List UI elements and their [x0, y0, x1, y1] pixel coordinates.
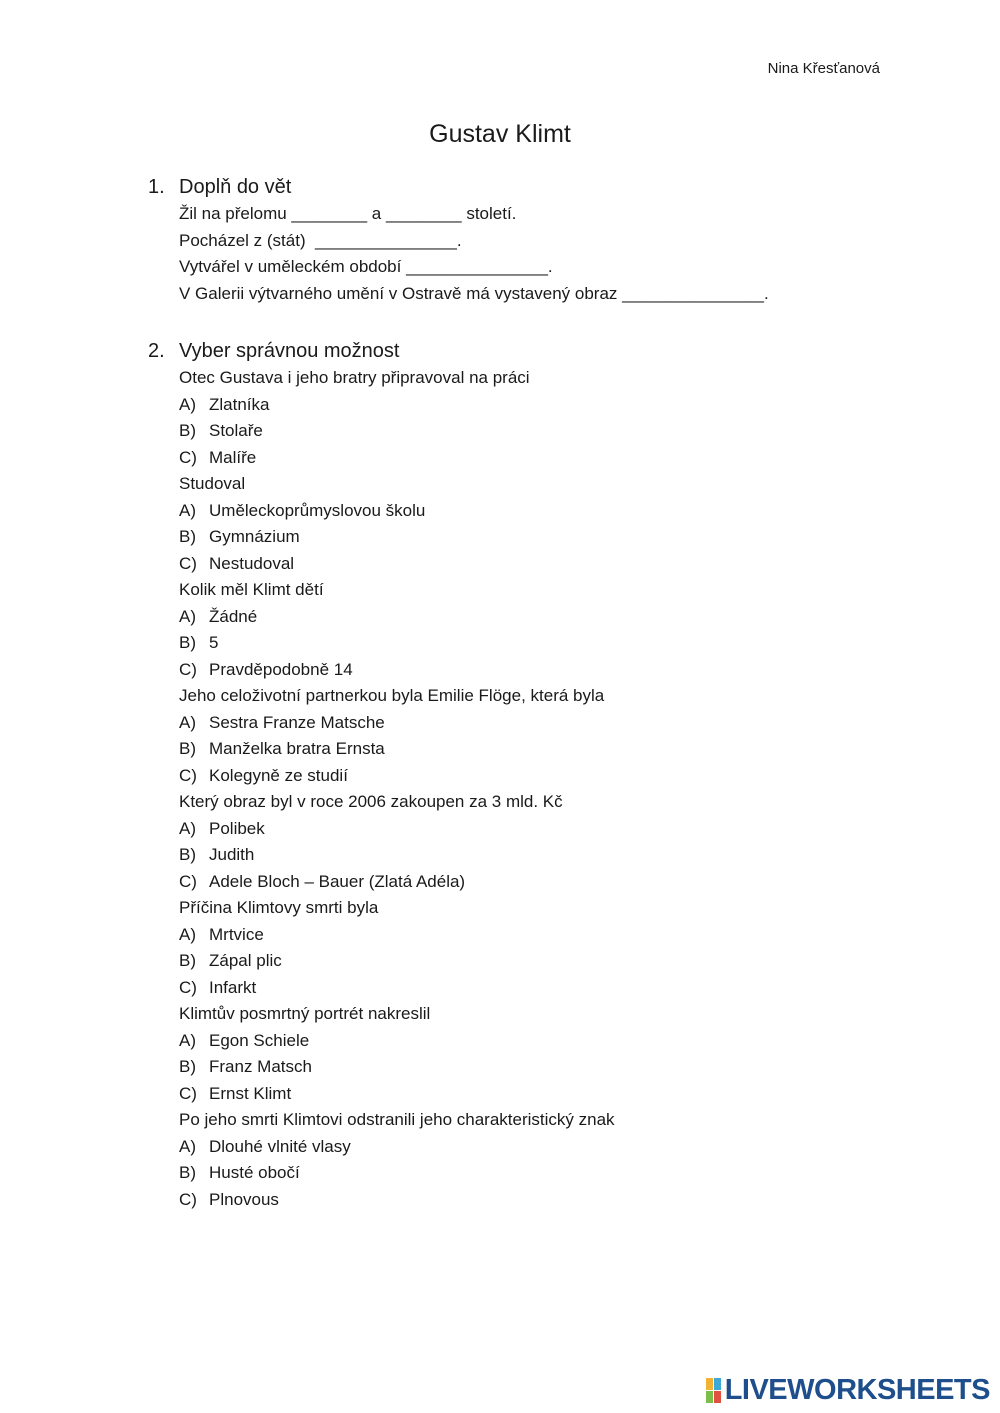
- option-text: Kolegyně ze studií: [209, 765, 348, 785]
- option-text: Mrtvice: [209, 924, 264, 944]
- option-text: Adele Bloch – Bauer (Zlatá Adéla): [209, 871, 466, 891]
- option-letter: C): [179, 1083, 197, 1103]
- option-text: Gymnázium: [209, 527, 300, 546]
- answer-option[interactable]: [179, 1160, 908, 1187]
- option-text: Nestudoval: [209, 553, 295, 573]
- answer-option[interactable]: [179, 1187, 908, 1214]
- option-text: Sestra Franze Matsche: [209, 712, 385, 732]
- answer-option[interactable]: [179, 1134, 908, 1161]
- liveworksheets-logo-icon: [706, 1378, 721, 1403]
- option-text: Pravděpodobně 14: [209, 659, 353, 679]
- answer-option[interactable]: [179, 551, 908, 578]
- section-number: 2.: [148, 339, 165, 362]
- option-text: Manželka bratra Ernsta: [209, 739, 385, 758]
- option-letter: A): [179, 606, 196, 626]
- logo-color-block: [714, 1378, 721, 1390]
- option-text: Zápal plic: [209, 951, 282, 970]
- option-letter: A): [179, 500, 196, 520]
- option-text: Judith: [209, 845, 255, 864]
- fill-sentence: Pocházel z (stát) _______________.: [179, 230, 462, 250]
- option-letter: B): [179, 527, 196, 546]
- option-text: Dlouhé vlnité vlasy: [209, 1136, 351, 1156]
- liveworksheets-logo: [706, 1374, 990, 1407]
- answer-option[interactable]: [179, 630, 908, 657]
- option-text: 5: [209, 633, 219, 652]
- option-letter: A): [179, 1136, 196, 1156]
- fill-sentence: V Galerii výtvarného umění v Ostravě má vystavený obraz _______________.: [179, 283, 769, 303]
- option-letter: A): [179, 1030, 196, 1050]
- option-letter: B): [179, 1057, 196, 1076]
- option-text: Žádné: [209, 606, 258, 626]
- option-letter: B): [179, 633, 196, 652]
- page-title: Gustav Klimt: [429, 120, 571, 148]
- option-letter: C): [179, 871, 197, 891]
- answer-option[interactable]: [179, 445, 908, 472]
- option-letter: C): [179, 977, 197, 997]
- logo-text: LIVEWORKSHEETS: [724, 1374, 990, 1406]
- option-letter: B): [179, 1163, 196, 1182]
- option-text: Polibek: [209, 818, 265, 838]
- answer-option[interactable]: [179, 710, 908, 737]
- answer-option[interactable]: [179, 763, 908, 790]
- question-text: Jeho celoživotní partnerkou byla Emilie Flöge, která byla: [179, 686, 605, 705]
- answer-option[interactable]: [179, 736, 908, 763]
- answer-option[interactable]: [179, 1054, 908, 1081]
- option-letter: A): [179, 818, 196, 838]
- author-name: Nina Křesťanová: [767, 60, 880, 77]
- section-heading: [148, 173, 908, 201]
- section-heading: [148, 337, 908, 365]
- question-text: Klimtův posmrtný portrét nakreslil: [179, 1004, 431, 1023]
- answer-option[interactable]: [179, 524, 908, 551]
- answer-option[interactable]: [179, 498, 908, 525]
- option-text: Husté obočí: [209, 1163, 300, 1182]
- option-letter: C): [179, 553, 197, 573]
- question-text: Po jeho smrti Klimtovi odstranili jeho charakteristický znak: [179, 1110, 615, 1129]
- answer-option[interactable]: [179, 842, 908, 869]
- option-text: Plnovous: [209, 1189, 279, 1209]
- question-text: Kolik měl Klimt dětí: [179, 580, 324, 599]
- section-multiple-choice: [148, 337, 908, 1213]
- answer-option[interactable]: [179, 948, 908, 975]
- section-title: Vyber správnou možnost: [179, 339, 400, 362]
- option-text: Zlatníka: [209, 394, 270, 414]
- option-letter: C): [179, 659, 197, 679]
- option-letter: A): [179, 394, 196, 414]
- answer-option[interactable]: [179, 816, 908, 843]
- question-text: Příčina Klimtovy smrti byla: [179, 898, 379, 917]
- option-letter: A): [179, 712, 196, 732]
- option-letter: C): [179, 765, 197, 785]
- logo-color-block: [706, 1378, 713, 1390]
- option-letter: B): [179, 845, 196, 864]
- section-title: Doplň do vět: [179, 175, 292, 198]
- option-text: Stolaře: [209, 421, 263, 440]
- logo-color-block: [714, 1391, 721, 1403]
- option-text: Infarkt: [209, 977, 257, 997]
- answer-option[interactable]: [179, 1028, 908, 1055]
- fill-sentence: Žil na přelomu ________ a ________ století.: [179, 204, 517, 223]
- question-text: Který obraz byl v roce 2006 zakoupen za 3 mld. Kč: [179, 792, 563, 811]
- option-letter: A): [179, 924, 196, 944]
- option-letter: B): [179, 421, 196, 440]
- answer-option[interactable]: [179, 869, 908, 896]
- option-text: Ernst Klimt: [209, 1083, 292, 1103]
- option-text: Malíře: [209, 447, 257, 467]
- section-number: 1.: [148, 175, 165, 198]
- option-text: Franz Matsch: [209, 1057, 312, 1076]
- answer-option[interactable]: [179, 392, 908, 419]
- option-letter: C): [179, 447, 197, 467]
- option-text: Uměleckoprůmyslovou školu: [209, 500, 426, 520]
- question-text: Studoval: [179, 474, 246, 493]
- answer-option[interactable]: [179, 604, 908, 631]
- fill-sentence: Vytvářel v uměleckém období _______________.: [179, 257, 553, 276]
- answer-option[interactable]: [179, 657, 908, 684]
- option-letter: B): [179, 951, 196, 970]
- answer-option[interactable]: [179, 975, 908, 1002]
- answer-option[interactable]: [179, 922, 908, 949]
- option-text: Egon Schiele: [209, 1030, 310, 1050]
- option-letter: B): [179, 739, 196, 758]
- section-fill-in: [148, 173, 908, 307]
- answer-option[interactable]: [179, 418, 908, 445]
- question-text: Otec Gustava i jeho bratry připravoval na práci: [179, 368, 530, 387]
- answer-option[interactable]: [179, 1081, 908, 1108]
- option-letter: C): [179, 1189, 197, 1209]
- logo-color-block: [706, 1391, 713, 1403]
